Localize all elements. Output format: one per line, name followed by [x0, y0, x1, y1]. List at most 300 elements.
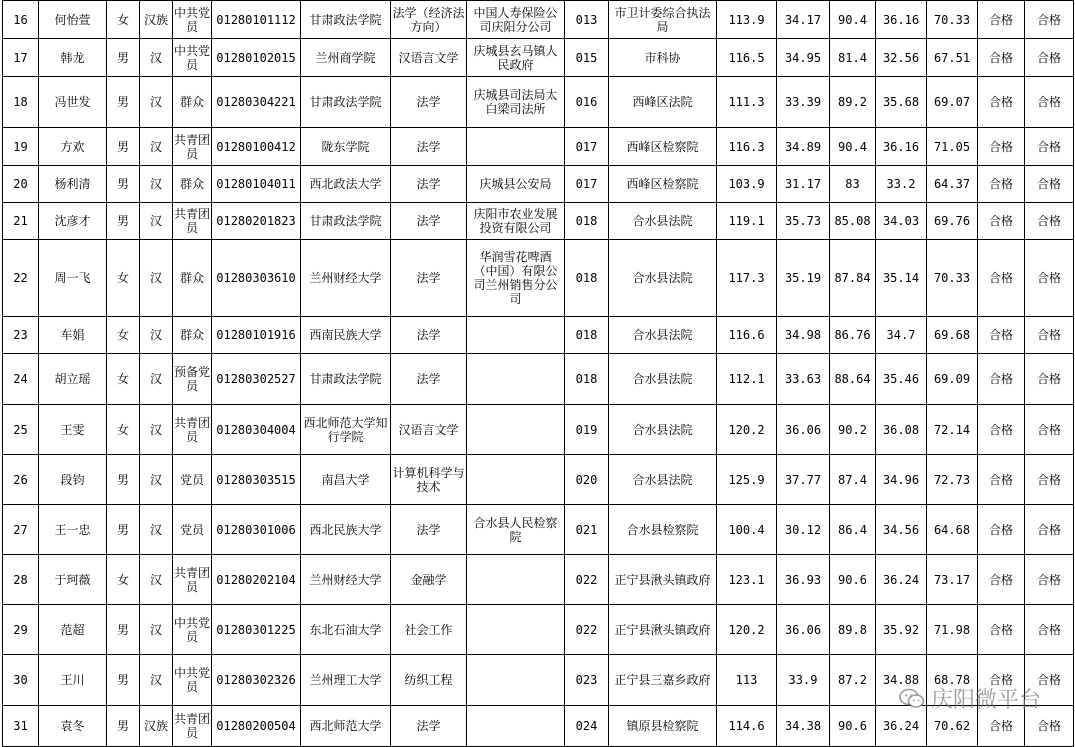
cell-interview-weighted: 32.56 — [876, 39, 927, 77]
cell-total-score: 71.05 — [927, 128, 978, 166]
cell-applied-unit: 合水县法院 — [609, 455, 717, 505]
cell-workplace — [467, 455, 565, 505]
cell-school: 西北政法大学 — [301, 166, 391, 203]
table-row — [3, 405, 1074, 455]
cell-school: 兰州理工大学 — [301, 655, 391, 706]
cell-gender: 女 — [107, 1, 140, 39]
cell-written-score: 119.1 — [717, 203, 777, 240]
cell-political-status: 预备党员 — [173, 354, 212, 405]
cell-interview-score: 87.4 — [830, 455, 876, 505]
cell-seq: 21 — [3, 203, 39, 240]
cell-written-score: 111.3 — [717, 77, 777, 128]
cell-interview-score: 85.08 — [830, 203, 876, 240]
cell-review-result: 合格 — [1025, 240, 1074, 317]
cell-position-code: 013 — [565, 1, 609, 39]
cell-major: 纺织工程 — [391, 655, 467, 706]
cell-school: 南昌大学 — [301, 455, 391, 505]
cell-seq: 27 — [3, 505, 39, 555]
cell-name: 冯世发 — [39, 77, 107, 128]
cell-exam-number: 01280303610 — [212, 240, 301, 317]
cell-written-weighted: 33.63 — [777, 354, 830, 405]
cell-written-weighted: 30.12 — [777, 505, 830, 555]
cell-major: 金融学 — [391, 555, 467, 605]
cell-name: 方欢 — [39, 128, 107, 166]
cell-gender: 女 — [107, 555, 140, 605]
cell-name: 王川 — [39, 655, 107, 706]
cell-position-code: 017 — [565, 128, 609, 166]
table-row — [3, 706, 1074, 747]
cell-interview-score: 87.84 — [830, 240, 876, 317]
cell-written-weighted: 33.39 — [777, 77, 830, 128]
cell-written-score: 100.4 — [717, 505, 777, 555]
cell-name: 何怡萱 — [39, 1, 107, 39]
cell-ethnicity: 汉 — [140, 317, 173, 354]
cell-major: 计算机科学与技术 — [391, 455, 467, 505]
cell-school: 甘肃政法学院 — [301, 1, 391, 39]
cell-medical-result: 合格 — [978, 317, 1025, 354]
cell-major: 法学 — [391, 203, 467, 240]
cell-ethnicity: 汉 — [140, 505, 173, 555]
cell-written-weighted: 34.17 — [777, 1, 830, 39]
cell-exam-number: 01280301225 — [212, 605, 301, 655]
cell-ethnicity: 汉 — [140, 203, 173, 240]
cell-applied-unit: 合水县检察院 — [609, 505, 717, 555]
cell-political-status: 共青团员 — [173, 203, 212, 240]
cell-position-code: 019 — [565, 405, 609, 455]
cell-name: 沈彦才 — [39, 203, 107, 240]
cell-major: 汉语言文学 — [391, 39, 467, 77]
cell-major: 法学 — [391, 166, 467, 203]
cell-review-result: 合格 — [1025, 77, 1074, 128]
cell-interview-weighted: 33.2 — [876, 166, 927, 203]
cell-ethnicity: 汉 — [140, 655, 173, 706]
cell-political-status: 中共党员 — [173, 39, 212, 77]
cell-applied-unit: 正宁县湫头镇政府 — [609, 605, 717, 655]
cell-interview-weighted: 36.24 — [876, 555, 927, 605]
cell-school: 兰州财经大学 — [301, 240, 391, 317]
score-table — [2, 0, 1074, 747]
cell-political-status: 党员 — [173, 505, 212, 555]
cell-interview-score: 90.6 — [830, 706, 876, 747]
cell-exam-number: 01280101916 — [212, 317, 301, 354]
cell-position-code: 024 — [565, 706, 609, 747]
table-row — [3, 77, 1074, 128]
cell-seq: 28 — [3, 555, 39, 605]
cell-total-score: 68.78 — [927, 655, 978, 706]
cell-interview-score: 89.8 — [830, 605, 876, 655]
cell-workplace: 庆阳市农业发展投资有限公司 — [467, 203, 565, 240]
cell-ethnicity: 汉 — [140, 405, 173, 455]
cell-workplace — [467, 605, 565, 655]
cell-review-result: 合格 — [1025, 505, 1074, 555]
cell-total-score: 69.68 — [927, 317, 978, 354]
cell-seq: 23 — [3, 317, 39, 354]
table-row — [3, 166, 1074, 203]
cell-political-status: 中共党员 — [173, 655, 212, 706]
cell-gender: 男 — [107, 203, 140, 240]
cell-written-weighted: 35.19 — [777, 240, 830, 317]
cell-review-result: 合格 — [1025, 354, 1074, 405]
cell-exam-number: 01280201823 — [212, 203, 301, 240]
cell-exam-number: 01280304004 — [212, 405, 301, 455]
cell-written-score: 117.3 — [717, 240, 777, 317]
cell-ethnicity: 汉族 — [140, 1, 173, 39]
cell-political-status: 党员 — [173, 455, 212, 505]
cell-interview-weighted: 36.24 — [876, 706, 927, 747]
cell-school: 甘肃政法学院 — [301, 203, 391, 240]
table-row — [3, 655, 1074, 706]
cell-review-result: 合格 — [1025, 706, 1074, 747]
cell-review-result: 合格 — [1025, 128, 1074, 166]
cell-gender: 女 — [107, 240, 140, 317]
cell-written-weighted: 34.38 — [777, 706, 830, 747]
cell-medical-result: 合格 — [978, 166, 1025, 203]
cell-interview-score: 87.2 — [830, 655, 876, 706]
cell-major: 法学（经济法方向） — [391, 1, 467, 39]
cell-applied-unit: 正宁县三嘉乡政府 — [609, 655, 717, 706]
cell-seq: 30 — [3, 655, 39, 706]
cell-interview-weighted: 34.56 — [876, 505, 927, 555]
cell-interview-score: 90.4 — [830, 128, 876, 166]
cell-ethnicity: 汉 — [140, 128, 173, 166]
cell-written-weighted: 33.9 — [777, 655, 830, 706]
cell-total-score: 64.37 — [927, 166, 978, 203]
cell-interview-weighted: 36.16 — [876, 128, 927, 166]
cell-applied-unit: 合水县法院 — [609, 240, 717, 317]
cell-exam-number: 01280100412 — [212, 128, 301, 166]
cell-review-result: 合格 — [1025, 555, 1074, 605]
cell-workplace — [467, 706, 565, 747]
cell-workplace: 庆城县公安局 — [467, 166, 565, 203]
cell-written-weighted: 35.73 — [777, 203, 830, 240]
table-row — [3, 605, 1074, 655]
cell-medical-result: 合格 — [978, 655, 1025, 706]
cell-review-result: 合格 — [1025, 1, 1074, 39]
cell-total-score: 70.33 — [927, 240, 978, 317]
cell-seq: 24 — [3, 354, 39, 405]
cell-political-status: 共青团员 — [173, 128, 212, 166]
table-row — [3, 1, 1074, 39]
cell-review-result: 合格 — [1025, 605, 1074, 655]
cell-total-score: 72.73 — [927, 455, 978, 505]
cell-ethnicity: 汉 — [140, 354, 173, 405]
cell-interview-score: 81.4 — [830, 39, 876, 77]
cell-school: 陇东学院 — [301, 128, 391, 166]
cell-applied-unit: 合水县法院 — [609, 317, 717, 354]
cell-school: 西南民族大学 — [301, 317, 391, 354]
cell-total-score: 72.14 — [927, 405, 978, 455]
cell-exam-number: 01280301006 — [212, 505, 301, 555]
cell-interview-weighted: 35.92 — [876, 605, 927, 655]
cell-written-score: 125.9 — [717, 455, 777, 505]
table-row — [3, 128, 1074, 166]
cell-interview-weighted: 34.7 — [876, 317, 927, 354]
cell-major: 法学 — [391, 240, 467, 317]
cell-school: 西北师范大学 — [301, 706, 391, 747]
cell-review-result: 合格 — [1025, 317, 1074, 354]
cell-total-score: 64.68 — [927, 505, 978, 555]
cell-exam-number: 01280101112 — [212, 1, 301, 39]
cell-school: 兰州财经大学 — [301, 555, 391, 605]
cell-interview-score: 90.6 — [830, 555, 876, 605]
cell-political-status: 共青团员 — [173, 555, 212, 605]
cell-exam-number: 01280200504 — [212, 706, 301, 747]
cell-written-weighted: 34.89 — [777, 128, 830, 166]
cell-applied-unit: 市卫计委综合执法局 — [609, 1, 717, 39]
cell-position-code: 022 — [565, 605, 609, 655]
cell-political-status: 共青团员 — [173, 706, 212, 747]
cell-name: 周一飞 — [39, 240, 107, 317]
cell-gender: 男 — [107, 605, 140, 655]
cell-gender: 女 — [107, 317, 140, 354]
cell-school: 东北石油大学 — [301, 605, 391, 655]
cell-interview-score: 90.2 — [830, 405, 876, 455]
cell-workplace — [467, 405, 565, 455]
cell-name: 韩龙 — [39, 39, 107, 77]
table-row — [3, 39, 1074, 77]
cell-name: 于珂薇 — [39, 555, 107, 605]
cell-review-result: 合格 — [1025, 405, 1074, 455]
cell-name: 段钧 — [39, 455, 107, 505]
cell-interview-weighted: 36.08 — [876, 405, 927, 455]
cell-name: 王雯 — [39, 405, 107, 455]
cell-position-code: 020 — [565, 455, 609, 505]
table-row — [3, 317, 1074, 354]
cell-major: 法学 — [391, 354, 467, 405]
cell-applied-unit: 西峰区法院 — [609, 77, 717, 128]
cell-name: 车娟 — [39, 317, 107, 354]
cell-gender: 女 — [107, 354, 140, 405]
cell-name: 胡立瑶 — [39, 354, 107, 405]
cell-position-code: 018 — [565, 354, 609, 405]
cell-exam-number: 01280102015 — [212, 39, 301, 77]
cell-seq: 25 — [3, 405, 39, 455]
watermark-text: 庆阳微平台 — [930, 688, 1041, 713]
cell-review-result: 合格 — [1025, 39, 1074, 77]
cell-total-score: 70.62 — [927, 706, 978, 747]
cell-applied-unit: 合水县法院 — [609, 203, 717, 240]
cell-interview-weighted: 35.46 — [876, 354, 927, 405]
cell-written-weighted: 36.06 — [777, 405, 830, 455]
cell-applied-unit: 市科协 — [609, 39, 717, 77]
cell-political-status: 中共党员 — [173, 1, 212, 39]
cell-interview-weighted: 35.68 — [876, 77, 927, 128]
cell-position-code: 018 — [565, 240, 609, 317]
cell-major: 法学 — [391, 77, 467, 128]
table-row — [3, 455, 1074, 505]
cell-position-code: 021 — [565, 505, 609, 555]
cell-ethnicity: 汉 — [140, 555, 173, 605]
cell-position-code: 017 — [565, 166, 609, 203]
cell-interview-score: 86.76 — [830, 317, 876, 354]
cell-position-code: 023 — [565, 655, 609, 706]
cell-written-score: 113.9 — [717, 1, 777, 39]
cell-position-code: 022 — [565, 555, 609, 605]
cell-seq: 26 — [3, 455, 39, 505]
cell-workplace: 合水县人民检察院 — [467, 505, 565, 555]
cell-major: 社会工作 — [391, 605, 467, 655]
cell-interview-score: 86.4 — [830, 505, 876, 555]
cell-total-score: 70.33 — [927, 1, 978, 39]
cell-interview-score: 88.64 — [830, 354, 876, 405]
cell-written-weighted: 34.98 — [777, 317, 830, 354]
cell-review-result: 合格 — [1025, 166, 1074, 203]
cell-name: 范超 — [39, 605, 107, 655]
cell-total-score: 69.07 — [927, 77, 978, 128]
cell-position-code: 015 — [565, 39, 609, 77]
cell-school: 兰州商学院 — [301, 39, 391, 77]
cell-ethnicity: 汉 — [140, 77, 173, 128]
cell-political-status: 中共党员 — [173, 605, 212, 655]
table-row — [3, 240, 1074, 317]
cell-ethnicity: 汉族 — [140, 706, 173, 747]
cell-name: 袁冬 — [39, 706, 107, 747]
cell-seq: 19 — [3, 128, 39, 166]
cell-political-status: 群众 — [173, 317, 212, 354]
cell-workplace: 庆城县玄马镇人民政府 — [467, 39, 565, 77]
cell-written-score: 116.6 — [717, 317, 777, 354]
cell-workplace — [467, 128, 565, 166]
cell-review-result: 合格 — [1025, 655, 1074, 706]
cell-written-weighted: 36.06 — [777, 605, 830, 655]
cell-medical-result: 合格 — [978, 505, 1025, 555]
cell-exam-number: 01280104011 — [212, 166, 301, 203]
cell-applied-unit: 西峰区检察院 — [609, 128, 717, 166]
cell-ethnicity: 汉 — [140, 605, 173, 655]
cell-gender: 男 — [107, 655, 140, 706]
cell-total-score: 73.17 — [927, 555, 978, 605]
cell-seq: 17 — [3, 39, 39, 77]
cell-written-score: 120.2 — [717, 605, 777, 655]
cell-written-score: 103.9 — [717, 166, 777, 203]
cell-exam-number: 01280202104 — [212, 555, 301, 605]
cell-written-weighted: 34.95 — [777, 39, 830, 77]
cell-interview-weighted: 34.96 — [876, 455, 927, 505]
cell-written-weighted: 37.77 — [777, 455, 830, 505]
cell-seq: 20 — [3, 166, 39, 203]
cell-exam-number: 01280304221 — [212, 77, 301, 128]
cell-workplace — [467, 555, 565, 605]
cell-interview-weighted: 34.88 — [876, 655, 927, 706]
cell-position-code: 018 — [565, 317, 609, 354]
cell-review-result: 合格 — [1025, 455, 1074, 505]
cell-exam-number: 01280302326 — [212, 655, 301, 706]
table-row — [3, 203, 1074, 240]
table-row — [3, 555, 1074, 605]
cell-position-code: 016 — [565, 77, 609, 128]
cell-seq: 29 — [3, 605, 39, 655]
cell-written-score: 114.6 — [717, 706, 777, 747]
cell-written-weighted: 36.93 — [777, 555, 830, 605]
cell-applied-unit: 镇原县检察院 — [609, 706, 717, 747]
cell-position-code: 018 — [565, 203, 609, 240]
cell-gender: 男 — [107, 455, 140, 505]
cell-major: 法学 — [391, 128, 467, 166]
cell-medical-result: 合格 — [978, 1, 1025, 39]
cell-ethnicity: 汉 — [140, 166, 173, 203]
cell-medical-result: 合格 — [978, 405, 1025, 455]
cell-school: 西北民族大学 — [301, 505, 391, 555]
cell-gender: 男 — [107, 166, 140, 203]
cell-political-status: 群众 — [173, 166, 212, 203]
cell-workplace — [467, 655, 565, 706]
cell-major: 法学 — [391, 706, 467, 747]
cell-total-score: 69.76 — [927, 203, 978, 240]
cell-medical-result: 合格 — [978, 605, 1025, 655]
cell-applied-unit: 合水县法院 — [609, 354, 717, 405]
cell-seq: 31 — [3, 706, 39, 747]
cell-gender: 男 — [107, 77, 140, 128]
cell-ethnicity: 汉 — [140, 39, 173, 77]
cell-applied-unit: 合水县法院 — [609, 405, 717, 455]
cell-major: 汉语言文学 — [391, 405, 467, 455]
cell-written-weighted: 31.17 — [777, 166, 830, 203]
cell-total-score: 67.51 — [927, 39, 978, 77]
cell-school: 甘肃政法学院 — [301, 354, 391, 405]
cell-written-score: 113 — [717, 655, 777, 706]
cell-medical-result: 合格 — [978, 706, 1025, 747]
cell-gender: 男 — [107, 128, 140, 166]
cell-written-score: 116.5 — [717, 39, 777, 77]
table-body — [3, 1, 1074, 747]
cell-workplace: 庆城县司法局太白梁司法所 — [467, 77, 565, 128]
cell-seq: 18 — [3, 77, 39, 128]
cell-exam-number: 01280302527 — [212, 354, 301, 405]
cell-total-score: 69.09 — [927, 354, 978, 405]
cell-name: 杨利清 — [39, 166, 107, 203]
cell-school: 西北师范大学知行学院 — [301, 405, 391, 455]
cell-medical-result: 合格 — [978, 240, 1025, 317]
cell-seq: 22 — [3, 240, 39, 317]
table-row — [3, 354, 1074, 405]
cell-applied-unit: 西峰区检察院 — [609, 166, 717, 203]
cell-school: 甘肃政法学院 — [301, 77, 391, 128]
cell-medical-result: 合格 — [978, 39, 1025, 77]
cell-ethnicity: 汉 — [140, 240, 173, 317]
cell-seq: 16 — [3, 1, 39, 39]
cell-written-score: 123.1 — [717, 555, 777, 605]
cell-gender: 男 — [107, 706, 140, 747]
cell-ethnicity: 汉 — [140, 455, 173, 505]
cell-interview-weighted: 35.14 — [876, 240, 927, 317]
cell-interview-weighted: 36.16 — [876, 1, 927, 39]
cell-political-status: 群众 — [173, 77, 212, 128]
cell-exam-number: 01280303515 — [212, 455, 301, 505]
cell-workplace: 中国人寿保险公司庆阳分公司 — [467, 1, 565, 39]
cell-total-score: 71.98 — [927, 605, 978, 655]
cell-name: 王一忠 — [39, 505, 107, 555]
cell-interview-score: 90.4 — [830, 1, 876, 39]
cell-written-score: 112.1 — [717, 354, 777, 405]
cell-review-result: 合格 — [1025, 203, 1074, 240]
cell-medical-result: 合格 — [978, 203, 1025, 240]
cell-political-status: 群众 — [173, 240, 212, 317]
cell-workplace: 华润雪花啤酒（中国）有限公司兰州销售分公司 — [467, 240, 565, 317]
cell-medical-result: 合格 — [978, 128, 1025, 166]
cell-gender: 男 — [107, 39, 140, 77]
cell-workplace — [467, 354, 565, 405]
cell-workplace — [467, 317, 565, 354]
cell-gender: 女 — [107, 405, 140, 455]
cell-applied-unit: 正宁县湫头镇政府 — [609, 555, 717, 605]
cell-written-score: 120.2 — [717, 405, 777, 455]
cell-interview-score: 83 — [830, 166, 876, 203]
cell-political-status: 共青团员 — [173, 405, 212, 455]
cell-gender: 男 — [107, 505, 140, 555]
cell-medical-result: 合格 — [978, 455, 1025, 505]
table-row — [3, 505, 1074, 555]
cell-interview-score: 89.2 — [830, 77, 876, 128]
